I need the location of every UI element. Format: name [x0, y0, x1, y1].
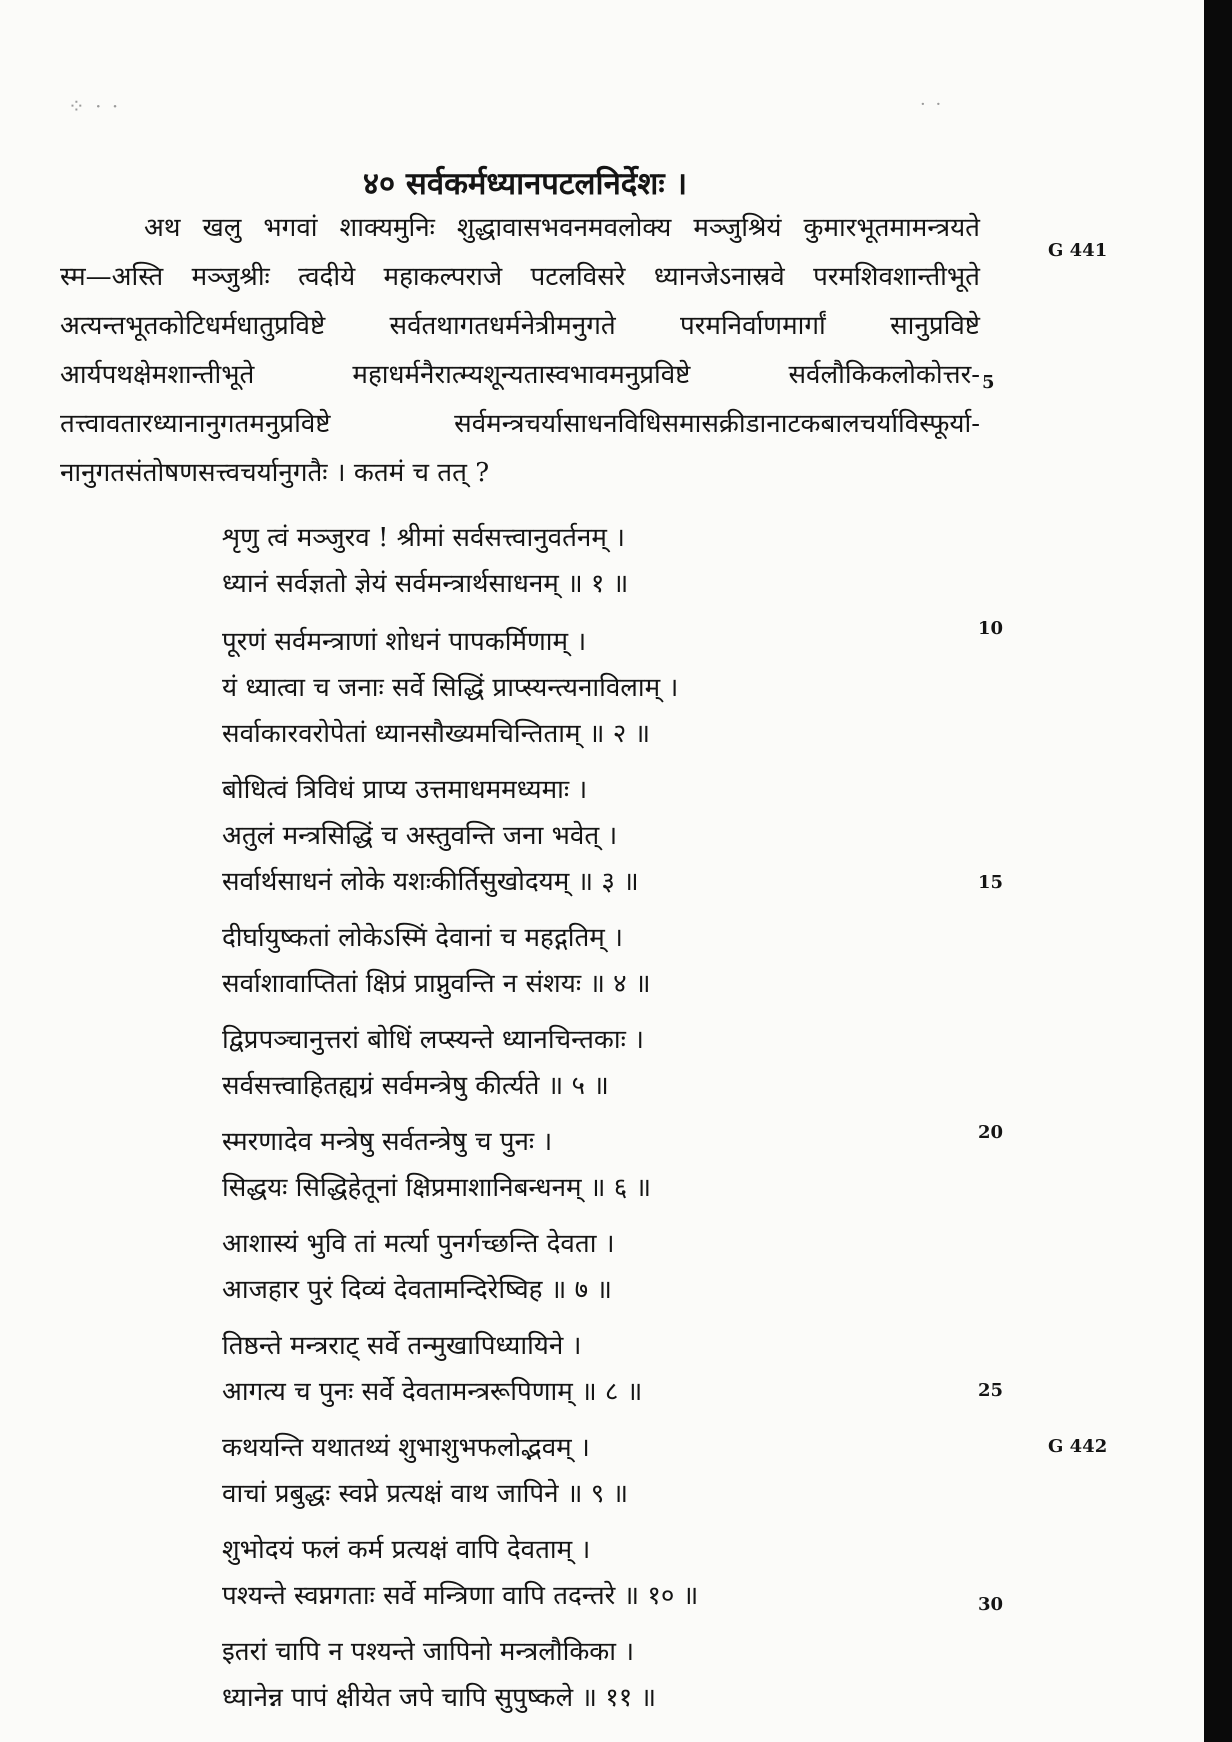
verse-line: दीर्घायुष्कतां लोकेऽस्मिं देवानां च महद्गतिम् । [222, 923, 623, 953]
verse-line: द्विप्रपञ्चानुत्तरां बोधिं लप्स्यन्ते ध्यानचिन्तकाः । [222, 1025, 644, 1055]
line-number: 5 [982, 372, 995, 393]
verse-line: आगत्य च पुनः सर्वे देवतामन्त्ररूपिणाम् ॥ ८ ॥ [222, 1377, 643, 1407]
verse-line: यं ध्यात्वा च जनाः सर्वे सिद्धिं प्राप्स्यन्त्यनाविलाम् । [222, 673, 679, 703]
verse-line: अतुलं मन्त्रसिद्धिं च अस्तुवन्ति जना भवेत् । [222, 821, 618, 851]
prose-line: अथ खलु भगवां शाक्यमुनिः शुद्धावासभवनमवलोक्य मञ्जुश्रियं कुमारभूतमामन्त्रयते [144, 213, 980, 243]
margin-reference: G 442 [1048, 1436, 1108, 1457]
verse-line: शृणु त्वं मञ्जुरव ! श्रीमां सर्वसत्त्वानुवर्तनम् । [222, 523, 626, 553]
verse-line: पश्यन्ते स्वप्नगताः सर्वे मन्त्रिणा वापि तदन्तरे ॥ १० ॥ [222, 1581, 699, 1611]
verse-line: सिद्धयः सिद्धिहेतूनां क्षिप्रमाशानिबन्धनम् ॥ ६ ॥ [222, 1173, 652, 1203]
margin-reference: G 441 [1048, 240, 1108, 261]
verse-line: सर्वार्थसाधनं लोके यशःकीर्तिसुखोदयम् ॥ ३ ॥ [222, 867, 639, 897]
verse-line: बोधित्वं त्रिविधं प्राप्य उत्तमाधममध्यमाः । [222, 775, 588, 805]
prose-line: तत्त्वावतारध्यानानुगतमनुप्रविष्टे सर्वमन्त्रचर्यासाधनविधिसमासक्रीडानाटकबालचर्याविस्फूर्या- [60, 409, 980, 439]
line-number: 15 [978, 872, 1004, 893]
line-number: 20 [978, 1122, 1004, 1143]
verse-line: सर्वाकारवरोपेतां ध्यानसौख्यमचिन्तिताम् ॥ २ ॥ [222, 719, 651, 749]
verse-line: पूरणं सर्वमन्त्राणां शोधनं पापकर्मिणाम् । [222, 627, 587, 657]
verse-line: ध्यानं सर्वज्ञतो ज्ञेयं सर्वमन्त्रार्थसाधनम् ॥ १ ॥ [222, 569, 629, 599]
verse-line: आजहार पुरं दिव्यं देवतामन्दिरेष्विह ॥ ७ ॥ [222, 1275, 612, 1305]
chapter-title: ४० सर्वकर्मध्यानपटलनिर्देशः । [362, 166, 688, 202]
page-number-faded: · · [920, 94, 944, 115]
line-number: 25 [978, 1380, 1004, 1401]
line-number: 30 [978, 1594, 1004, 1615]
verse-line: ध्यानेन्न पापं क्षीयेत जपे चापि सुपुष्कले ॥ ११ ॥ [222, 1683, 657, 1713]
prose-line: अत्यन्तभूतकोटिधर्मधातुप्रविष्टे सर्वतथागतधर्मनेत्रीमनुगते परमनिर्वाणमार्गां सानुप्रविष्टे [60, 311, 980, 341]
prose-line: आर्यपथक्षेमशान्तीभूते महाधर्मनैरात्म्यशून्यतास्वभावमनुप्रविष्टे सर्वलौकिकलोकोत्तर- [60, 360, 980, 390]
prose-line: नानुगतसंतोषणसत्त्वचर्यानुगतैः । कतमं च तत् ? [60, 458, 490, 488]
verse-line: सर्वाशावाप्तितां क्षिप्रं प्राप्नुवन्ति न संशयः ॥ ४ ॥ [222, 969, 651, 999]
verse-line: कथयन्ति यथातथ्यं शुभाशुभफलोद्भवम् । [222, 1433, 590, 1463]
verse-line: इतरां चापि न पश्यन्ते जापिनो मन्त्रलौकिका । [222, 1637, 635, 1667]
verse-line: आशास्यं भुवि तां मर्त्या पुनर्गच्छन्ति देवता । [222, 1229, 615, 1259]
verse-line: वाचां प्रबुद्धः स्वप्ने प्रत्यक्षं वाथ जापिने ॥ ९ ॥ [222, 1479, 629, 1509]
line-number: 10 [978, 618, 1004, 639]
verse-line: सर्वसत्त्वाहितह्यग्रं सर्वमन्त्रेषु कीर्त्यते ॥ ५ ॥ [222, 1071, 609, 1101]
verse-line: स्मरणादेव मन्त्रेषु सर्वतन्त्रेषु च पुनः । [222, 1127, 553, 1157]
prose-line: स्म—अस्ति मञ्जुश्रीः त्वदीये महाकल्पराजे पटलविसरे ध्यानजेऽनास्रवे परमशिवशान्तीभूते [60, 262, 980, 292]
verse-line: तिष्ठन्ते मन्त्रराट् सर्वे तन्मुखापिध्यायिने । [222, 1331, 582, 1361]
scan-edge-bar [1204, 0, 1232, 1742]
running-head-faded: ⁘ · · [68, 94, 121, 118]
verse-line: शुभोदयं फलं कर्म प्रत्यक्षं वापि देवताम् । [222, 1535, 591, 1565]
